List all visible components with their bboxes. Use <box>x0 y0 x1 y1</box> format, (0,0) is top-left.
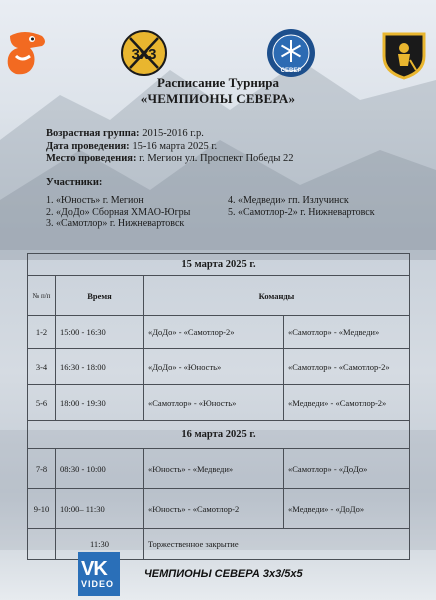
match-pair-2: «Самотлор» - «Самотлор-2» <box>288 361 390 372</box>
day1-heading: 15 марта 2025 г. <box>28 254 409 276</box>
column-header-number: № п/п <box>28 276 56 315</box>
dodo-logo <box>4 28 50 78</box>
match-pair-2: «Медведи» - «Самотлор-2» <box>288 397 387 408</box>
sever-federation-logo <box>266 28 316 78</box>
match-pair-1: «Самотлор» - «Юность» <box>144 385 284 420</box>
table-row <box>28 489 409 529</box>
date-line <box>46 141 294 154</box>
participants-heading: Участники: <box>46 177 103 188</box>
match-pair-1: «Юность» - «Медведи» <box>144 449 284 488</box>
match-pair-1: «ДоДо» - «Юность» <box>144 349 284 384</box>
participant-item: 5. «Самотлор-2» г. Нижневартовск <box>228 206 375 218</box>
participants-heading-wrap <box>46 177 102 194</box>
participants-list-right <box>228 195 375 218</box>
age-group-value: 2015-2016 г.р. <box>139 128 204 139</box>
participants-list-left <box>46 195 190 230</box>
match-time: 16:30 - 18:00 <box>56 349 144 384</box>
day2-heading: 16 марта 2025 г. <box>28 421 409 449</box>
vk-logo-line-2: VIDEO <box>81 578 115 589</box>
table-row <box>28 385 409 421</box>
participant-item: 4. «Медведи» гп. Излучинск <box>228 195 349 206</box>
3x3-logo-text: 3x3 <box>131 46 157 63</box>
column-header-time: Время <box>56 276 144 315</box>
footer <box>78 552 303 596</box>
hockey-player-shield-logo <box>380 30 428 80</box>
title-line-2: «ЧЕМПИОНЫ СЕВЕРА» <box>140 91 296 106</box>
match-pair-2: «Самотлор» - «ДоДо» <box>288 463 368 474</box>
title-line-1: Расписание Турнира <box>156 75 280 90</box>
schedule-table <box>27 253 410 560</box>
match-pair-1: «Юность» - «Самотлор-2 <box>144 489 284 528</box>
match-pair-2: «Самотлор» - «Медведи» <box>288 327 380 337</box>
match-number: 5-6 <box>28 385 56 420</box>
place-line <box>46 153 294 166</box>
date-label: Дата проведения: <box>46 140 130 152</box>
table-row <box>28 316 409 349</box>
age-group-line <box>46 128 294 141</box>
match-number: 7-8 <box>28 449 56 488</box>
match-number: 3-4 <box>28 349 56 384</box>
closing-number-empty <box>28 529 56 559</box>
participant-item: 2. «ДоДо» Сборная ХМАО-Югры <box>46 206 191 218</box>
match-pair-2: «Медведи» - «ДоДо» <box>288 503 365 514</box>
place-value: г. Мегион ул. Проспект Победы 22 <box>136 153 294 164</box>
tournament-title <box>0 75 436 107</box>
sever-logo-text: СЕВЕР <box>280 68 302 74</box>
column-header-teams: Команды <box>258 290 295 301</box>
match-time: 18:00 - 19:30 <box>56 385 144 420</box>
3x3-hockey-logo <box>120 30 168 76</box>
table-row <box>28 449 409 489</box>
date-value: 15-16 марта 2025 г. <box>129 140 218 152</box>
vk-video-logo <box>78 552 120 596</box>
tournament-info <box>46 128 294 166</box>
match-number: 1-2 <box>28 316 56 348</box>
participant-item: 1. «Юность» г. Мегион <box>46 195 144 206</box>
table-header-row <box>28 276 409 316</box>
match-pair-1: «ДоДо» - «Самотлор-2» <box>144 316 284 348</box>
match-time: 10:00– 11:30 <box>56 489 144 528</box>
vk-logo-line-1: VK <box>81 557 107 580</box>
match-number: 9-10 <box>28 489 56 528</box>
age-group-label: Возрастная группа: <box>46 128 140 139</box>
place-label: Место проведения: <box>46 153 137 164</box>
participant-item: 3. «Самотлор» г. Нижневартовск <box>46 218 185 229</box>
match-time: 08:30 - 10:00 <box>56 449 144 488</box>
table-row <box>28 349 409 385</box>
closing-time: 11:30 <box>56 529 144 559</box>
closing-text: Торжественное закрытие <box>148 539 239 549</box>
footer-caption: ЧЕМПИОНЫ СЕВЕРА 3x3/5x5 <box>144 568 303 580</box>
match-time: 15:00 - 16:30 <box>56 316 144 348</box>
